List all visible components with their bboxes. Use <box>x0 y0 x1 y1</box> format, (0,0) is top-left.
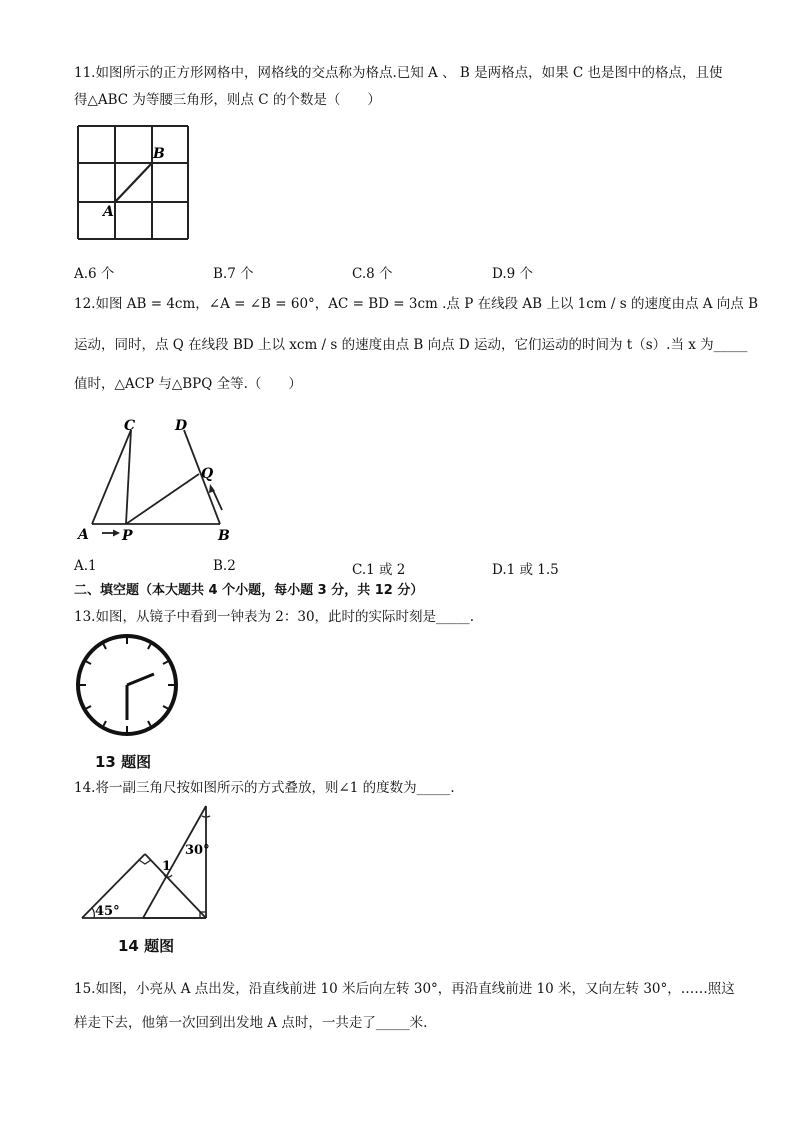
q11-option-a[interactable]: A.6 个 <box>74 266 115 282</box>
q14-angle-30: 30° <box>185 843 210 858</box>
q12-label-c: C <box>124 418 136 434</box>
q12-line2: 运动，同时，点 Q 在线段 BD 上以 xcm / s 的速度由点 B 向点 D 运动，它们运动的时间为 t（s）.当 x 为_____ <box>74 337 748 353</box>
q12-triangle-figure <box>74 416 244 546</box>
q11-line1: 11.如图所示的正方形网格中，网格线的交点称为格点.已知 A 、 B 是两格点，如果 C 也是图中的格点，且使 <box>74 65 723 81</box>
q11-option-c[interactable]: C.8 个 <box>352 266 393 282</box>
q14-set-squares-figure <box>80 804 212 922</box>
q12-label-q: Q <box>201 466 214 482</box>
q11-label-a: A <box>103 204 114 220</box>
q12-label-a: A <box>78 527 89 543</box>
clock-hour-hand <box>127 674 154 685</box>
section-2-heading: 二、填空题（本大题共 4 个小题，每小题 3 分，共 12 分） <box>74 583 424 598</box>
q14-text: 14.将一副三角尺按如图所示的方式叠放，则∠1 的度数为_____. <box>74 780 455 796</box>
q12-label-d: D <box>175 418 188 434</box>
q15-line2: 样走下去，他第一次回到出发地 A 点时，一共走了_____米. <box>74 1015 428 1031</box>
q11-line2: 得△ABC 为等腰三角形，则点 C 的个数是（ ） <box>74 92 381 108</box>
q14-angle-45: 45° <box>95 904 120 919</box>
q12-label-b: B <box>218 528 230 544</box>
q13-caption: 13 题图 <box>95 753 152 771</box>
q13-clock-figure <box>74 632 180 738</box>
q12-option-c[interactable]: C.1 或 2 <box>352 562 406 578</box>
q15-line1: 15.如图，小亮从 A 点出发，沿直线前进 10 米后向左转 30°，再沿直线前进 10 米，又向左转 30°，……照这 <box>74 981 735 997</box>
q12-option-b[interactable]: B.2 <box>213 558 236 574</box>
q11-grid-figure <box>76 124 190 242</box>
q14-angle-1: 1 <box>162 859 172 874</box>
q14-caption: 14 题图 <box>118 937 175 955</box>
q13-text: 13.如图，从镜子中看到一钟表为 2：30，此时的实际时刻是_____. <box>74 609 475 625</box>
q11-label-b: B <box>153 146 165 162</box>
q12-label-p: P <box>122 528 133 544</box>
q12-option-a[interactable]: A.1 <box>74 558 97 574</box>
q12-option-d[interactable]: D.1 或 1.5 <box>492 562 559 578</box>
q12-line1: 12.如图 AB = 4cm，∠A = ∠B = 60°，AC = BD = 3cm .点 P 在线段 AB 上以 1cm / s 的速度由点 A 向点 B <box>74 296 758 312</box>
q11-option-d[interactable]: D.9 个 <box>492 266 534 282</box>
q12-line3: 值时，△ACP 与△BPQ 全等.（ ） <box>74 376 302 392</box>
q11-option-b[interactable]: B.7 个 <box>213 266 254 282</box>
